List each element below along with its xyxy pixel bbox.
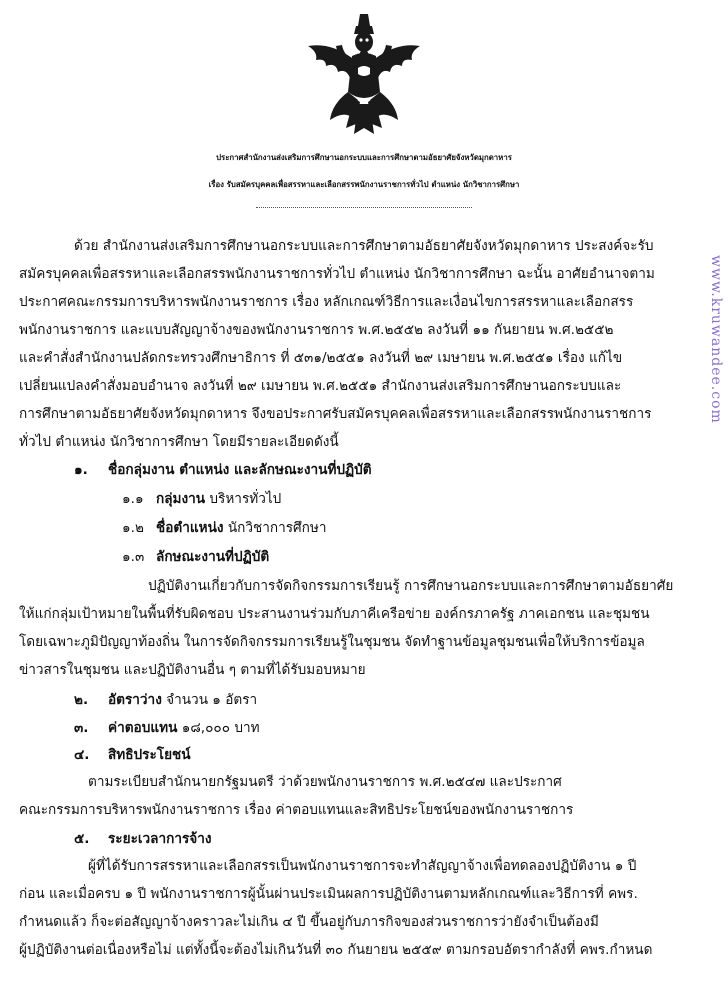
separator-line bbox=[256, 207, 472, 208]
section-label: อัตราว่าง bbox=[108, 692, 162, 708]
subsection-1-3 bbox=[122, 547, 269, 567]
intro-line: ด้วย สำนักงานส่งเสริมการศึกษานอกระบบและการศึกษาตามอัธยาศัยจังหวัดมุกดาหาร ประสงค์จะรับ bbox=[74, 238, 654, 254]
intro-line: เปลี่ยนแปลงคำสั่งมอบอำนาจ ลงวันที่ ๒๙ เมษายน พ.ศ.๒๕๕๑ สำนักงานส่งเสริมการศึกษานอกระบบและ bbox=[19, 378, 622, 394]
section-label: สิทธิประโยชน์ bbox=[108, 747, 191, 763]
section-4-heading bbox=[74, 745, 191, 765]
subsection-number: ๑.๒ bbox=[122, 520, 144, 536]
intro-line: ประกาศคณะกรรมการบริหารพนักงานราชการ เรื่อง หลักเกณฑ์วิธีการและเงื่อนไขการสรรหาและเลือกสรร bbox=[19, 294, 634, 310]
duty-line: โดยเฉพาะภูมิปัญญาท้องถิ่น ในการจัดกิจกรรมการเรียนรู้ในชุมชน จัดทำฐานข้อมูลชุมชนเพื่อให้บริการข้อมูล bbox=[19, 634, 645, 650]
intro-line: การศึกษาตามอัธยาศัยจังหวัดมุกดาหาร จึงขอประกาศรับสมัครบุคคลเพื่อสรรหาและเลือกสรรพนักงานราชการ bbox=[19, 406, 652, 422]
intro-line: ทั่วไป ตำแหน่ง นักวิชาการศึกษา โดยมีรายละเอียดดังนี้ bbox=[19, 434, 339, 450]
section-2 bbox=[74, 690, 257, 710]
section-number: ๔. bbox=[74, 747, 90, 763]
subsection-label: ชื่อตำแหน่ง bbox=[156, 520, 224, 536]
section-number: ๓. bbox=[74, 720, 89, 736]
section-value: ๑๘,๐๐๐ บาท bbox=[177, 720, 260, 736]
duty-line: ให้แก่กลุ่มเป้าหมายในพื้นที่รับผิดชอบ ประสานงานร่วมกับภาคีเครือข่าย องค์กรภาครัฐ ภาคเอกชน และชุมชน bbox=[19, 606, 650, 622]
announcement-title: ประกาศสำนักงานส่งเสริมการศึกษานอกระบบและการศึกษาตามอัธยาศัยจังหวัดมุกดาหาร bbox=[216, 153, 512, 162]
section-3 bbox=[74, 718, 260, 738]
intro-line: สมัครบุคคลเพื่อสรรหาและเลือกสรรพนักงานราชการทั่วไป ตำแหน่ง นักวิชาการศึกษา ฉะนั้น อาศัยอำนาจตาม bbox=[19, 266, 655, 282]
employment-line: กำหนดแล้ว ก็จะต่อสัญญาจ้างคราวละไม่เกิน ๔ ปี ขึ้นอยู่กับภารกิจของส่วนราชการว่ายังจำเป็นต้องมี bbox=[19, 914, 599, 930]
section-5-heading bbox=[74, 829, 212, 849]
employment-line: ผู้ที่ได้รับการสรรหาและเลือกสรรเป็นพนักงานราชการจะทำสัญญาจ้างเพื่อทดลองปฏิบัติงาน ๑ ปี bbox=[88, 858, 637, 874]
subsection-number: ๑.๓ bbox=[122, 549, 145, 565]
employment-line: ผู้ปฏิบัติงานต่อเนื่องหรือไม่ แต่ทั้งนี้จะต้องไม่เกินวันที่ ๓๐ กันยายน ๒๕๕๙ ตามกรอบอัตรากำลังที่ คพร.กำหนด bbox=[19, 942, 653, 958]
subsection-value: บริหารทั่วไป bbox=[205, 491, 282, 507]
section-label: ระยะเวลาการจ้าง bbox=[108, 831, 212, 847]
benefit-line: ตามระเบียบสำนักนายกรัฐมนตรี ว่าด้วยพนักงานราชการ พ.ศ.๒๕๔๗ และประกาศ bbox=[88, 774, 562, 790]
employment-line: ก่อน และเมื่อครบ ๑ ปี พนักงานราชการผู้นั้นผ่านประเมินผลการปฏิบัติงานตามหลักเกณฑ์และวิธีการที่ คพร. bbox=[19, 886, 638, 902]
intro-line: พนักงานราชการ และแบบสัญญาจ้างของพนักงานราชการ พ.ศ.๒๕๕๒ ลงวันที่ ๑๑ กันยายน พ.ศ.๒๕๕๒ bbox=[19, 322, 614, 338]
subsection-label: กลุ่มงาน bbox=[156, 491, 206, 507]
subsection-1-1 bbox=[122, 489, 281, 509]
duty-line: ข่าวสารในชุมชน และปฏิบัติงานอื่น ๆ ตามที่ได้รับมอบหมาย bbox=[19, 662, 366, 678]
subsection-value: นักวิชาการศึกษา bbox=[223, 520, 327, 536]
announcement-subject: เรื่อง รับสมัครบุคคลเพื่อสรรหาและเลือกสรรพนักงานราชการทั่วไป ตำแหน่ง นักวิชาการศึกษา bbox=[208, 180, 520, 189]
section-number: ๒. bbox=[74, 692, 89, 708]
watermark-url: www.kruwandee.com bbox=[708, 255, 724, 424]
subsection-label: ลักษณะงานที่ปฏิบัติ bbox=[156, 549, 270, 565]
section-label: ค่าตอบแทน bbox=[108, 720, 178, 736]
section-number: ๑. bbox=[74, 462, 88, 478]
subsection-number: ๑.๑ bbox=[122, 491, 144, 507]
subsection-1-2 bbox=[122, 518, 326, 538]
section-1-heading bbox=[74, 460, 372, 480]
garuda-emblem-icon bbox=[302, 12, 426, 138]
benefit-line: คณะกรรมการบริหารพนักงานราชการ เรื่อง ค่าตอบแทนและสิทธิประโยชน์ของพนักงานราชการ bbox=[19, 802, 574, 818]
section-value: จำนวน ๑ อัตรา bbox=[161, 692, 258, 708]
section-title: ชื่อกลุ่มงาน ตำแหน่ง และลักษณะงานที่ปฏิบัติ bbox=[108, 462, 372, 478]
duty-line: ปฏิบัติงานเกี่ยวกับการจัดกิจกรรมการเรียนรู้ การศึกษานอกระบบและการศึกษาตามอัธยาศัย bbox=[148, 578, 674, 594]
section-number: ๕. bbox=[74, 831, 90, 847]
intro-line: และคำสั่งสำนักงานปลัดกระทรวงศึกษาธิการ ที่ ๕๓๑/๒๕๕๑ ลงวันที่ ๒๙ เมษายน พ.ศ.๒๕๕๑ เรื่อง แก้ไข bbox=[19, 350, 623, 366]
